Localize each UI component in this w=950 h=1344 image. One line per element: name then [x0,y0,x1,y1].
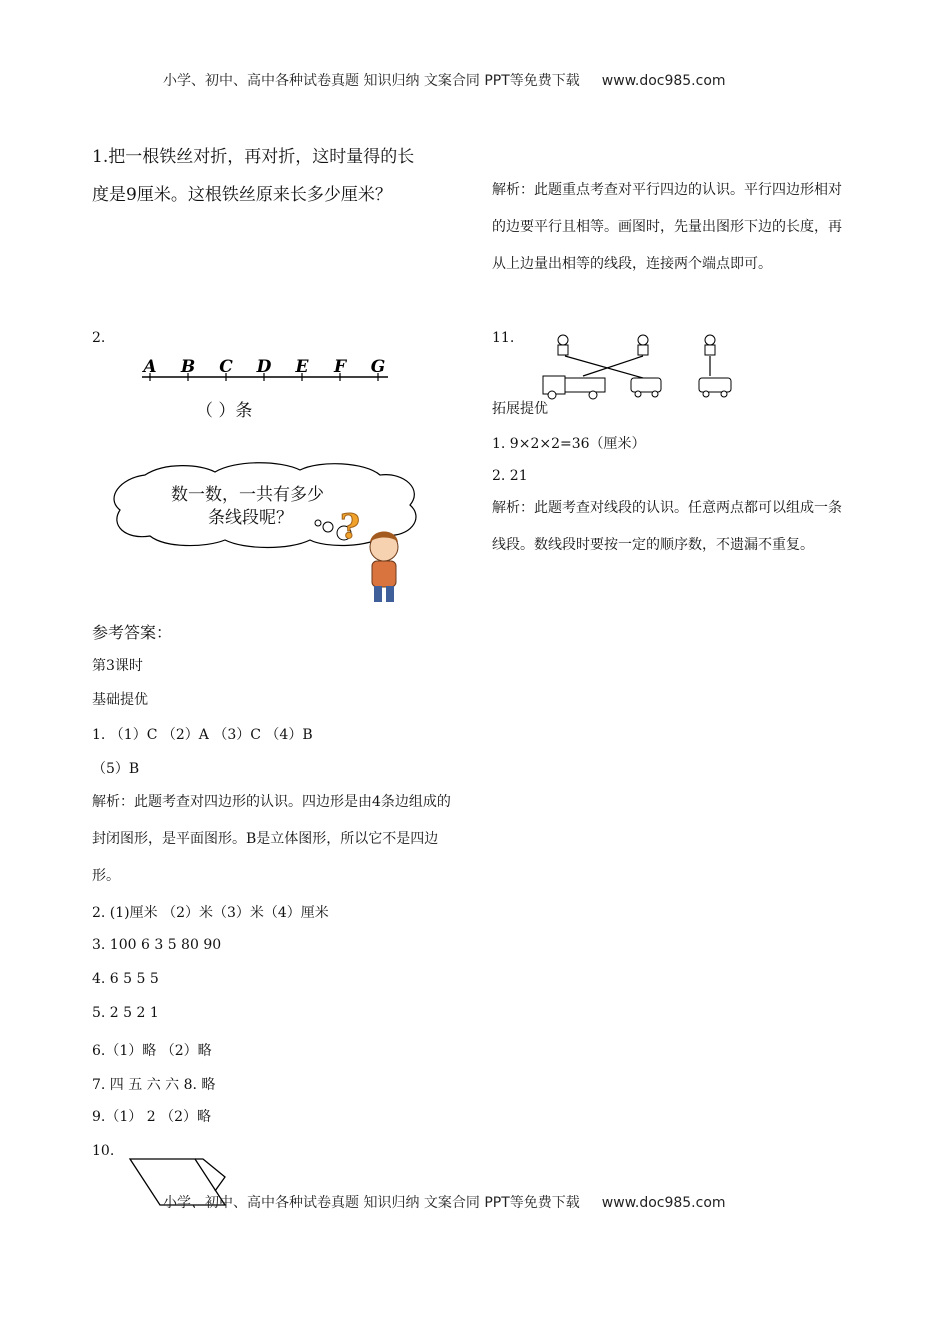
point-label: C [219,357,233,377]
answer-10: 10. [92,1143,115,1159]
answer-3: 3. 100 6 3 5 80 90 [92,937,222,953]
answers-basic-heading: 基础提优 [92,692,148,708]
point-label: B [180,357,196,377]
footer-url: www.doc985.com [601,1195,726,1211]
segment-point-labels [141,357,385,377]
bubble-text-line1: 数一数，一共有多少 [171,485,324,505]
extend-answer-2: 2. 21 [492,468,528,484]
answer-4: 4. 6 5 5 5 [92,971,159,987]
thinking-boy-illustration [310,500,420,610]
question2-number: 2. [92,330,106,346]
answers-lesson: 第3课时 [92,658,143,674]
answer-11-number: 11. [492,330,515,346]
question1-line1: 1.把一根铁丝对折，再对折，这时量得的长 [92,147,415,167]
answer-1-analysis: 解析：此题考查对四边形的认识。四边形是由4条边组成的封闭图形，是平面图形。B是立体图形，所以它不是四边形。 [92,794,451,884]
point-label: D [256,357,272,377]
answer-1-line1: 1. （1）C （2）A （3）C （4）B [92,727,313,743]
point-label: A [143,357,157,377]
answer-6: 6.（1）略 （2）略 [92,1043,212,1059]
answer-2: 2. (1)厘米 （2）米（3）米（4）厘米 [92,905,329,921]
page-header [163,70,726,90]
answers-title: 参考答案： [92,623,173,642]
extend-answer-1: 1. 9×2×2=36（厘米） [492,436,646,452]
answer-9: 9.（1） 2 （2）略 [92,1109,211,1125]
answer-7-8: 7. 四 五 六 六 8. 略 [92,1077,216,1093]
extend-analysis: 解析：此题考查对线段的认识。任意两点都可以组成一条线段。数线段时要按一定的顺序数，不遗漏不重复。 [492,500,842,553]
point-label: E [295,357,309,377]
page-footer [163,1192,726,1212]
question1-line2: 度是9厘米。这根铁丝原来长多少厘米？ [92,185,392,205]
header-text: 小学、初中、高中各种试卷真题 知识归纳 文案合同 PPT等免费下载 [163,73,580,89]
point-label: G [370,357,386,377]
extend-heading: 拓展提优 [492,401,548,417]
answer-5: 5. 2 5 2 1 [92,1005,159,1021]
bubble-text-line2: 条线段呢？ [208,508,293,528]
point-label: F [333,357,347,377]
answer-1-line2: （5）B [92,761,140,777]
line-segment-figure [130,352,400,392]
matching-figure [538,332,738,400]
question-mark-icon: ? [340,507,360,547]
question2-blank: （ ）条 [196,401,253,421]
footer-text: 小学、初中、高中各种试卷真题 知识归纳 文案合同 PPT等免费下载 [163,1195,580,1211]
header-url: www.doc985.com [601,73,726,89]
analysis-10: 解析：此题重点考查对平行四边的认识。平行四边形相对的边要平行且相等。画图时，先量出图形下边的长度，再从上边量出相等的线段，连接两个端点即可。 [492,182,842,272]
